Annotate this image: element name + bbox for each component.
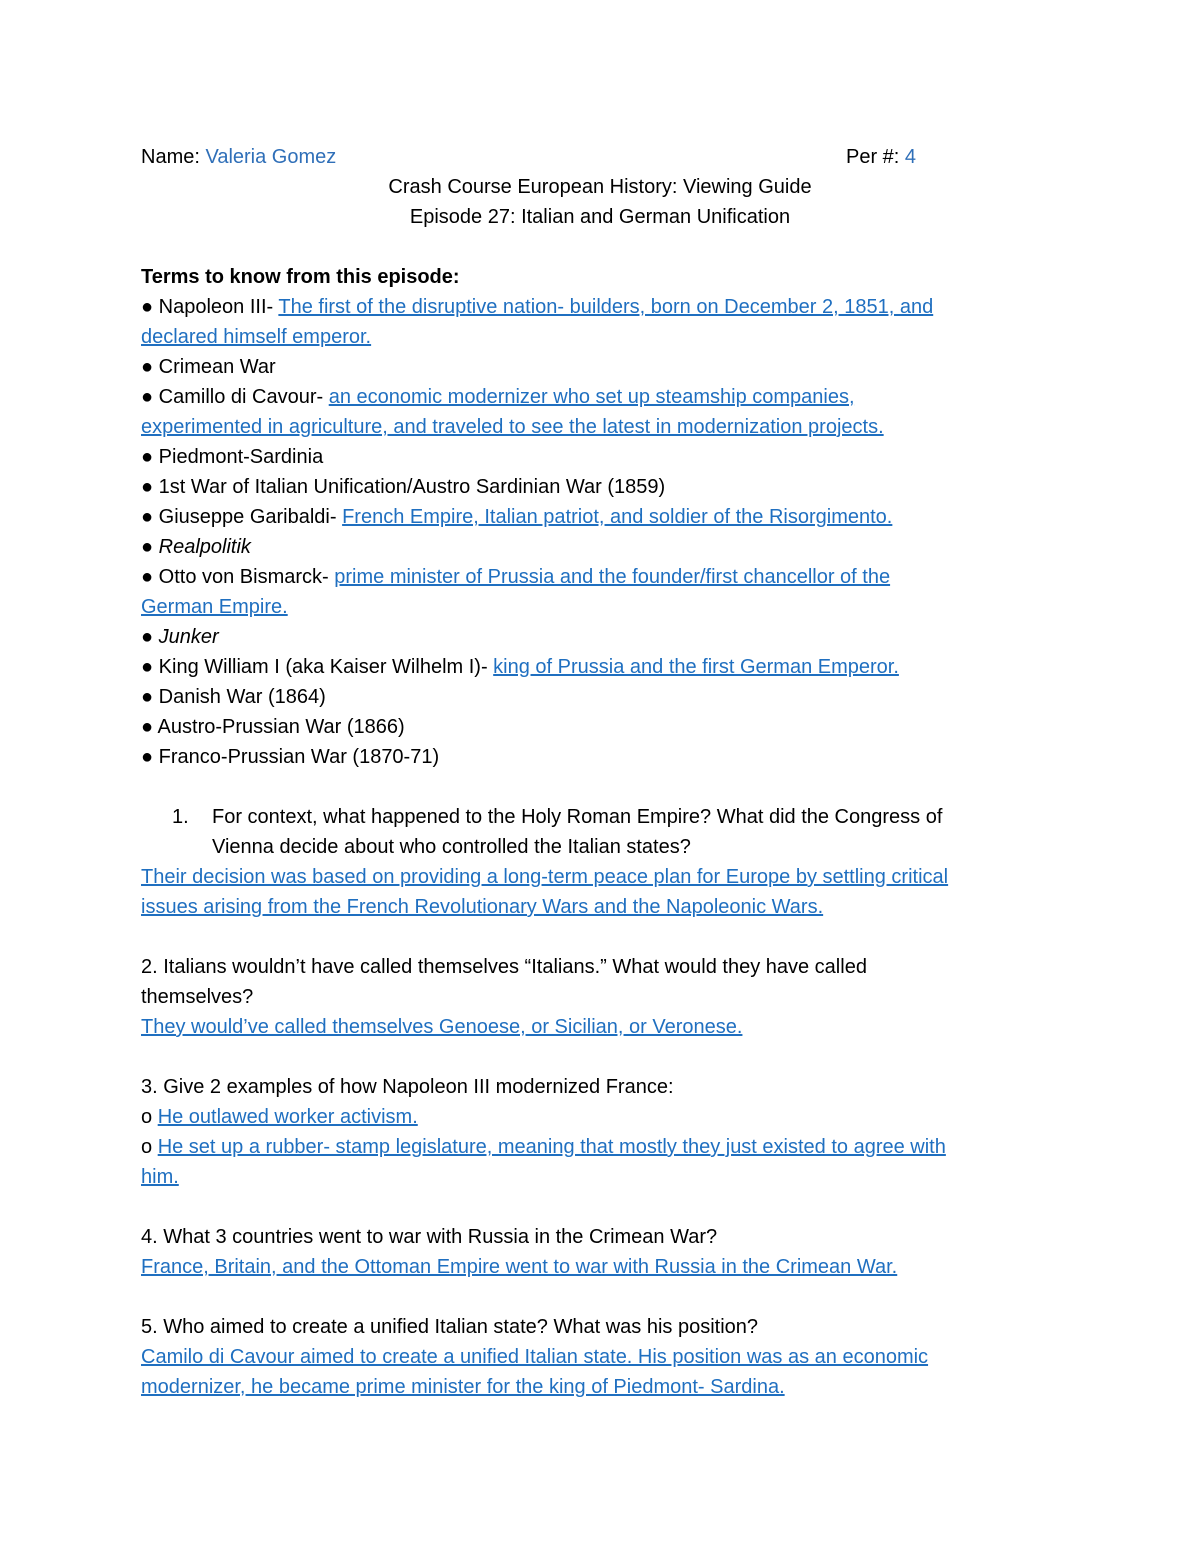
term-label: Franco-Prussian War (1870-71) — [158, 746, 440, 768]
term-definition[interactable]: an economic modernizer who set up steamship companies, — [328, 386, 855, 408]
term-label: King William I (aka Kaiser Wilhelm I)- — [158, 656, 488, 678]
document-subtitle: Episode 27: Italian and German Unification — [409, 206, 791, 228]
per-label: Per #: — [846, 146, 900, 168]
question-number: 1. — [172, 806, 189, 828]
answer-line — [141, 1012, 742, 1042]
bullet-icon: ● — [141, 506, 154, 528]
term-label: Piedmont-Sardinia — [158, 446, 324, 468]
term-item — [141, 352, 276, 382]
term-definition[interactable]: The first of the disruptive nation- builders, born on December 2, 1851, and — [278, 296, 934, 318]
answer-line — [141, 1102, 418, 1132]
bullet-icon: ● — [141, 386, 154, 408]
bullet-icon: ● — [141, 686, 154, 708]
term-definition[interactable]: French Empire, Italian patriot, and soldier of the Risorgimento. — [342, 506, 893, 528]
term-label: 1st War of Italian Unification/Austro Sardinian War (1859) — [158, 476, 666, 498]
answer-text[interactable]: Their decision was based on providing a long-term peace plan for Europe by settling critical — [141, 866, 949, 888]
period-line — [846, 142, 916, 172]
term-item — [141, 652, 899, 682]
term-label: Austro-Prussian War (1866) — [157, 716, 405, 738]
term-item — [141, 382, 855, 412]
document-title: Crash Course European History: Viewing Guide — [388, 176, 812, 198]
bullet-icon: ● — [141, 656, 154, 678]
term-item — [141, 532, 251, 562]
answer-text[interactable]: issues arising from the French Revolutionary Wars and the Napoleonic Wars. — [141, 896, 824, 918]
question-text: 4. What 3 countries went to war with Russia in the Crimean War? — [141, 1226, 718, 1248]
question-text: themselves? — [141, 986, 254, 1008]
circle-bullet-icon: o — [141, 1106, 153, 1128]
term-label: Danish War (1864) — [158, 686, 326, 708]
question-text: 5. Who aimed to create a unified Italian state? What was his position? — [141, 1316, 759, 1338]
term-label: Junker — [158, 626, 219, 648]
question-text: Vienna decide about who controlled the Italian states? — [212, 836, 691, 858]
bullet-icon: ● — [141, 536, 154, 558]
answer-line — [141, 1342, 928, 1372]
term-item — [141, 562, 890, 592]
name-line — [141, 142, 336, 172]
term-item — [141, 622, 219, 652]
name-label: Name: — [141, 146, 200, 168]
bullet-icon: ● — [141, 446, 154, 468]
answer-text[interactable]: him. — [141, 1166, 179, 1188]
answer-text[interactable]: France, Britain, and the Ottoman Empire went to war with Russia in the Crimean War. — [141, 1256, 898, 1278]
term-definition-continued — [141, 412, 884, 442]
question-text: 3. Give 2 examples of how Napoleon III modernized France: — [141, 1076, 674, 1098]
term-definition[interactable]: experimented in agriculture, and traveled to see the latest in modernization projects. — [141, 416, 884, 438]
term-label: Napoleon III- — [158, 296, 274, 318]
answer-line — [141, 1162, 179, 1192]
bullet-icon: ● — [141, 626, 154, 648]
answer-text[interactable]: Camilo di Cavour aimed to create a unified Italian state. His position was as an economic — [141, 1346, 929, 1368]
circle-bullet-icon: o — [141, 1136, 153, 1158]
bullet-icon: ● — [141, 716, 154, 738]
term-item — [141, 712, 405, 742]
term-definition[interactable]: prime minister of Prussia and the founder/first chancellor of the — [334, 566, 891, 588]
term-item — [141, 502, 892, 532]
term-item — [141, 682, 326, 712]
answer-text[interactable]: He outlawed worker activism. — [157, 1106, 418, 1128]
term-definition[interactable]: German Empire. — [141, 596, 288, 618]
bullet-icon: ● — [141, 566, 154, 588]
answer-line — [141, 892, 823, 922]
bullet-icon: ● — [141, 296, 154, 318]
question-text: 2. Italians wouldn’t have called themselves “Italians.” What would they have called — [141, 956, 867, 978]
answer-text[interactable]: modernizer, he became prime minister for the king of Piedmont- Sardina. — [141, 1376, 785, 1398]
term-item — [141, 292, 933, 322]
bullet-icon: ● — [141, 356, 154, 378]
answer-line — [141, 1372, 785, 1402]
answer-text[interactable]: He set up a rubber- stamp legislature, meaning that mostly they just existed to agree with — [157, 1136, 946, 1158]
bullet-icon: ● — [141, 746, 154, 768]
term-item — [141, 442, 323, 472]
term-definition-continued — [141, 322, 371, 352]
answer-line — [141, 1252, 897, 1282]
question-text: For context, what happened to the Holy Roman Empire? What did the Congress of — [212, 806, 943, 828]
term-definition[interactable]: king of Prussia and the first German Emperor. — [493, 656, 899, 678]
answer-line — [141, 1132, 946, 1162]
per-value: 4 — [904, 146, 917, 168]
term-definition-continued — [141, 592, 288, 622]
bullet-icon: ● — [141, 476, 154, 498]
term-label: Giuseppe Garibaldi- — [158, 506, 337, 528]
term-label: Otto von Bismarck- — [158, 566, 329, 588]
answer-line — [141, 862, 948, 892]
terms-heading: Terms to know from this episode: — [141, 266, 460, 288]
answer-text[interactable]: They would’ve called themselves Genoese, or Sicilian, or Veronese. — [141, 1016, 743, 1038]
term-label: Camillo di Cavour- — [158, 386, 324, 408]
term-label: Crimean War — [158, 356, 276, 378]
term-item — [141, 742, 439, 772]
term-definition[interactable]: declared himself emperor. — [141, 326, 372, 348]
term-item — [141, 472, 665, 502]
name-value: Valeria Gomez — [205, 146, 337, 168]
term-label: Realpolitik — [158, 536, 251, 558]
